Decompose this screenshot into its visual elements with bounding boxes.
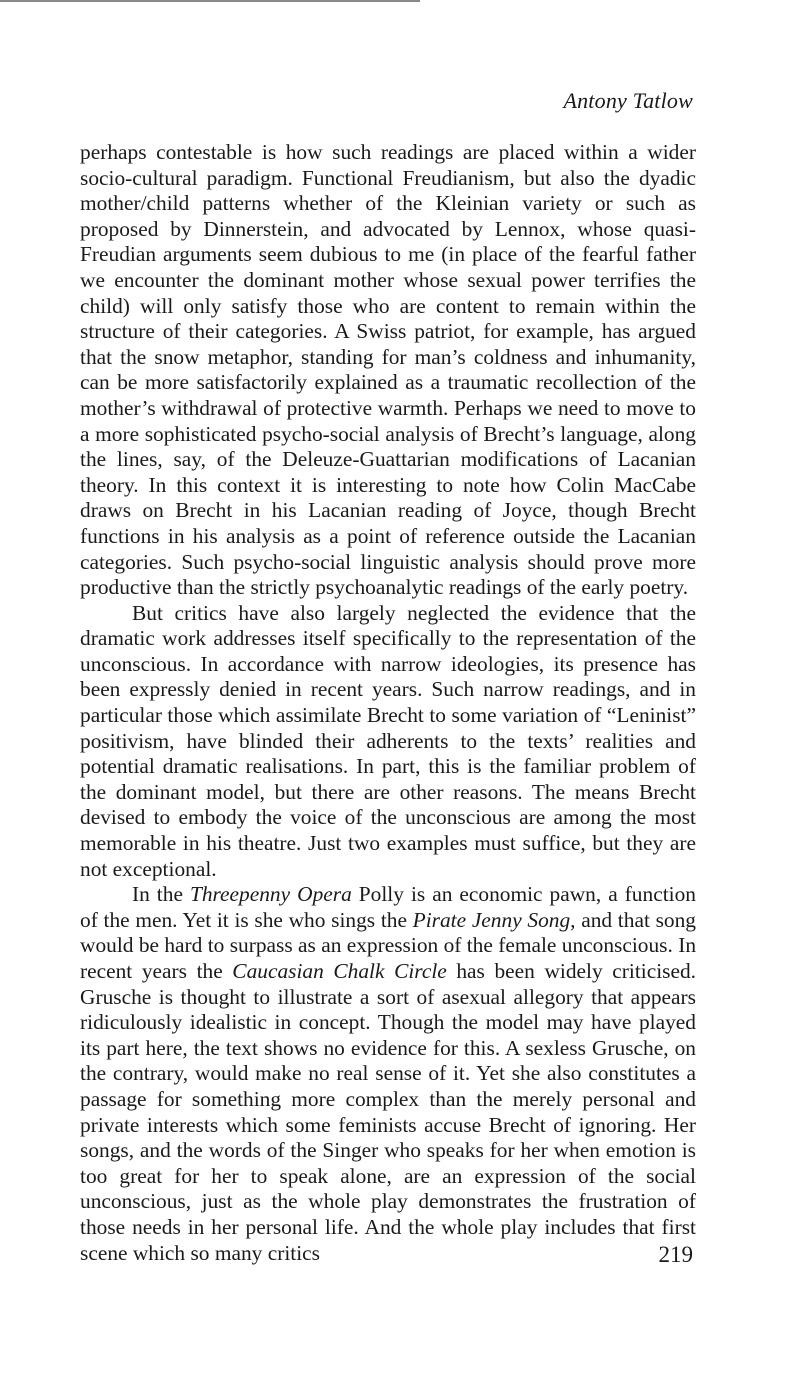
top-rule (0, 0, 420, 2)
paragraph-1 (80, 140, 696, 601)
body-text (80, 140, 696, 1266)
text-segment: Polly is an economic pawn, a function of the men. Yet it is she who sings the (80, 882, 696, 932)
italic-title-threepenny-opera: Threepenny Opera (189, 882, 352, 907)
text-segment: In the (132, 882, 190, 907)
text-segment: has been widely criticised. Grusche is thought to illustrate a sort of asexual allegory that appears ridiculously idealistic in concept. Though the model may have played its part here, the text shows no evidence for this. A sexless Grusche, on the contrary, would make no real sense of it. Yet she also constitutes a passage for something more complex than the merely personal and private interests which some feminists accuse Brecht of ignoring. Her songs, and the words of the Singer who speaks for her when emotion is too great for her to speak alone, are an expression of the social unconscious, just as the whole play demonstrates the frustration of those needs in her personal life. And the whole play includes that first scene which so many critics (80, 959, 696, 1265)
text-segment: and that song would be hard to surpass as an expression of the female unconscious. In recent years the (80, 907, 697, 983)
text-segment: But critics have also largely neglected the evidence that the dramatic work addresses itself specifically to the representation of the unconscious. In accordance with narrow ideologies, its presence has been expressly denied in recent years. Such narrow readings, and in particular those which assimilate Brecht to some variation of “Leninist” positivism, have blinded their adherents to the texts’ realities and potential dramatic realisations. In part, this is the familiar problem of the dominant model, but there are other reasons. The means Brecht devised to embody the voice of the unconscious are among the most memorable in his theatre. Just two examples must suffice, but they are not exceptional. (80, 600, 696, 881)
running-head-author: Antony Tatlow (563, 88, 693, 113)
paragraph-2 (80, 601, 696, 883)
italic-title-pirate-jenny-song: Pirate Jenny Song, (412, 907, 576, 932)
page-number: 219 (658, 1242, 693, 1267)
paragraph-3 (80, 882, 696, 1266)
italic-title-caucasian-chalk-circle: Caucasian Chalk Circle (232, 959, 447, 983)
text-segment: perhaps contestable is how such readings are placed within a wider socio-cultural paradigm. Functional Freudianism, but also the dyadic mother/child patterns whether of the Kleinian variety or such as proposed by Dinnerstein, and advocated by Lennox, whose quasi-Freudian arguments seem dubious to me (in place of the fearful father we encounter the dominant mother whose sexual power terrifies the child) will only satisfy those who are content to remain within the structure of their categories. A Swiss patriot, for example, has argued that the snow metaphor, standing for man’s coldness and inhumanity, can be more satisfactorily explained as a traumatic recollection of the mother’s withdrawal of protective warmth. Perhaps we need to move to a more sophisticated psycho-social analysis of Brecht’s language, along the lines, say, of the Deleuze-Guattarian modifications of Lacanian theory. In this context it is interesting to note how Colin MacCabe draws on Brecht in his Lacanian reading of Joyce, though Brecht functions in his analysis as a point of reference outside the Lacanian categories. Such psycho-social linguistic analysis should prove more productive than the strictly psychoanalytic readings of the early poetry. (80, 140, 696, 600)
